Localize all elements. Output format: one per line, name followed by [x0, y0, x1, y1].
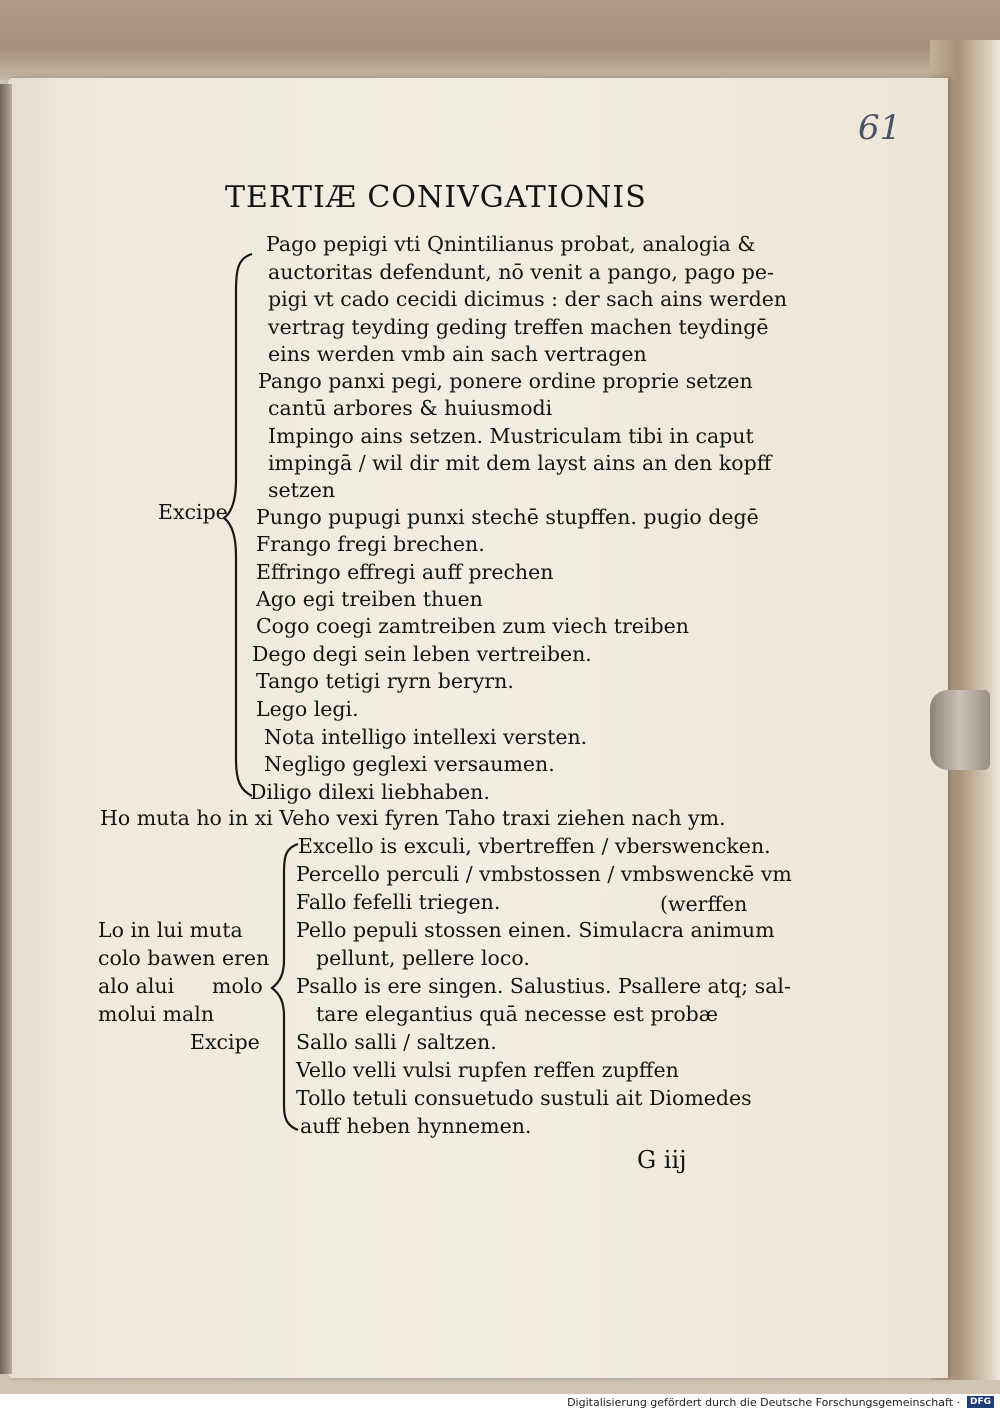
text-line: Vello velli vulsi rupfen reffen zupffen: [296, 1058, 679, 1082]
side-label: Lo in lui muta: [98, 918, 243, 942]
page-heading: TERTIÆ CONIVGATIONIS: [225, 180, 647, 215]
text-line: Impingo ains setzen. Mustriculam tibi in caput: [268, 424, 754, 448]
text-line: Tollo tetuli consuetudo sustuli ait Diomedes: [296, 1086, 752, 1110]
footer-credit: Digitalisierung gefördert durch die Deutsche Forschungsgemeinschaft ·: [567, 1396, 960, 1409]
text-line: eins werden vmb ain sach vertragen: [268, 342, 647, 366]
excipe-label: Excipe: [158, 500, 228, 524]
text-line: Ago egi treiben thuen: [256, 587, 483, 611]
overflow-word: (werffen: [660, 892, 748, 916]
text-line: Diligo dilexi liebhaben.: [250, 780, 490, 804]
brace-block2: [268, 842, 308, 1142]
text-line: Nota intelligo intellexi versten.: [264, 725, 588, 749]
brace-block1: [222, 250, 262, 810]
text-line: Lego legi.: [256, 697, 359, 721]
text-line: Negligo geglexi versaumen.: [264, 752, 555, 776]
text-line: auctoritas defendunt, nō venit a pango, pago pe‑: [268, 260, 774, 284]
text-line: Percello perculi / vmbstossen / vmbswenckē vm: [296, 862, 792, 886]
text-line: Pello pepuli stossen einen. Simulacra animum: [296, 918, 775, 942]
side-label: alo alui: [98, 974, 175, 998]
text-line: Dego degi sein leben vertreiben.: [252, 642, 592, 666]
page-gutter: [0, 84, 12, 1374]
text-line: cantū arbores & huiusmodi: [268, 396, 553, 420]
text-line: Cogo coegi zamtreiben zum viech treiben: [256, 614, 689, 638]
text-line: Pungo pupugi punxi stechē stupffen. pugio degē: [256, 505, 759, 529]
text-line: Psallo is ere singen. Salustius. Psallere atq; sal‑: [296, 974, 791, 998]
side-label: molui maln: [98, 1002, 215, 1026]
text-line: Effringo effregi auff prechen: [256, 560, 554, 584]
book-top-edge: [0, 0, 1000, 80]
text-line: Pango panxi pegi, ponere ordine proprie setzen: [258, 369, 753, 393]
page-clip: [930, 690, 990, 770]
text-line: impingā / wil dir mit dem layst ains an den kopff: [268, 451, 772, 475]
text-line: Pago pepigi vti Qnintilianus probat, analogia &: [266, 232, 756, 256]
signature-mark: G iij: [637, 1146, 687, 1174]
text-line: Frango fregi brechen.: [256, 532, 485, 556]
side-label: colo bawen eren: [98, 946, 270, 970]
text-line: setzen: [268, 478, 336, 502]
text-line: vertrag teyding geding treffen machen teydingē: [268, 315, 769, 339]
text-line: tare elegantius quā necesse est probæ: [316, 1002, 719, 1026]
text-line: Tango tetigi ryrn beryrn.: [256, 669, 514, 693]
text-line: pellunt, pellere loco.: [316, 946, 530, 970]
text-line: Excello is exculi, vbertreffen / vberswencken.: [298, 834, 771, 858]
excipe-label: Excipe: [190, 1030, 260, 1054]
text-line: Sallo salli / saltzen.: [296, 1030, 497, 1054]
text-line: auff heben hynnemen.: [300, 1114, 532, 1138]
folio-number: 61: [858, 108, 902, 148]
dfg-logo: DFG: [967, 1396, 994, 1408]
side-label: molo: [212, 974, 263, 998]
ho-muta-line: Ho muta ho in xi Veho vexi fyren Taho traxi ziehen nach ym.: [100, 806, 726, 830]
text-line: Fallo fefelli triegen.: [296, 890, 501, 914]
text-line: pigi vt cado cecidi dicimus : der sach ains werden: [268, 287, 788, 311]
